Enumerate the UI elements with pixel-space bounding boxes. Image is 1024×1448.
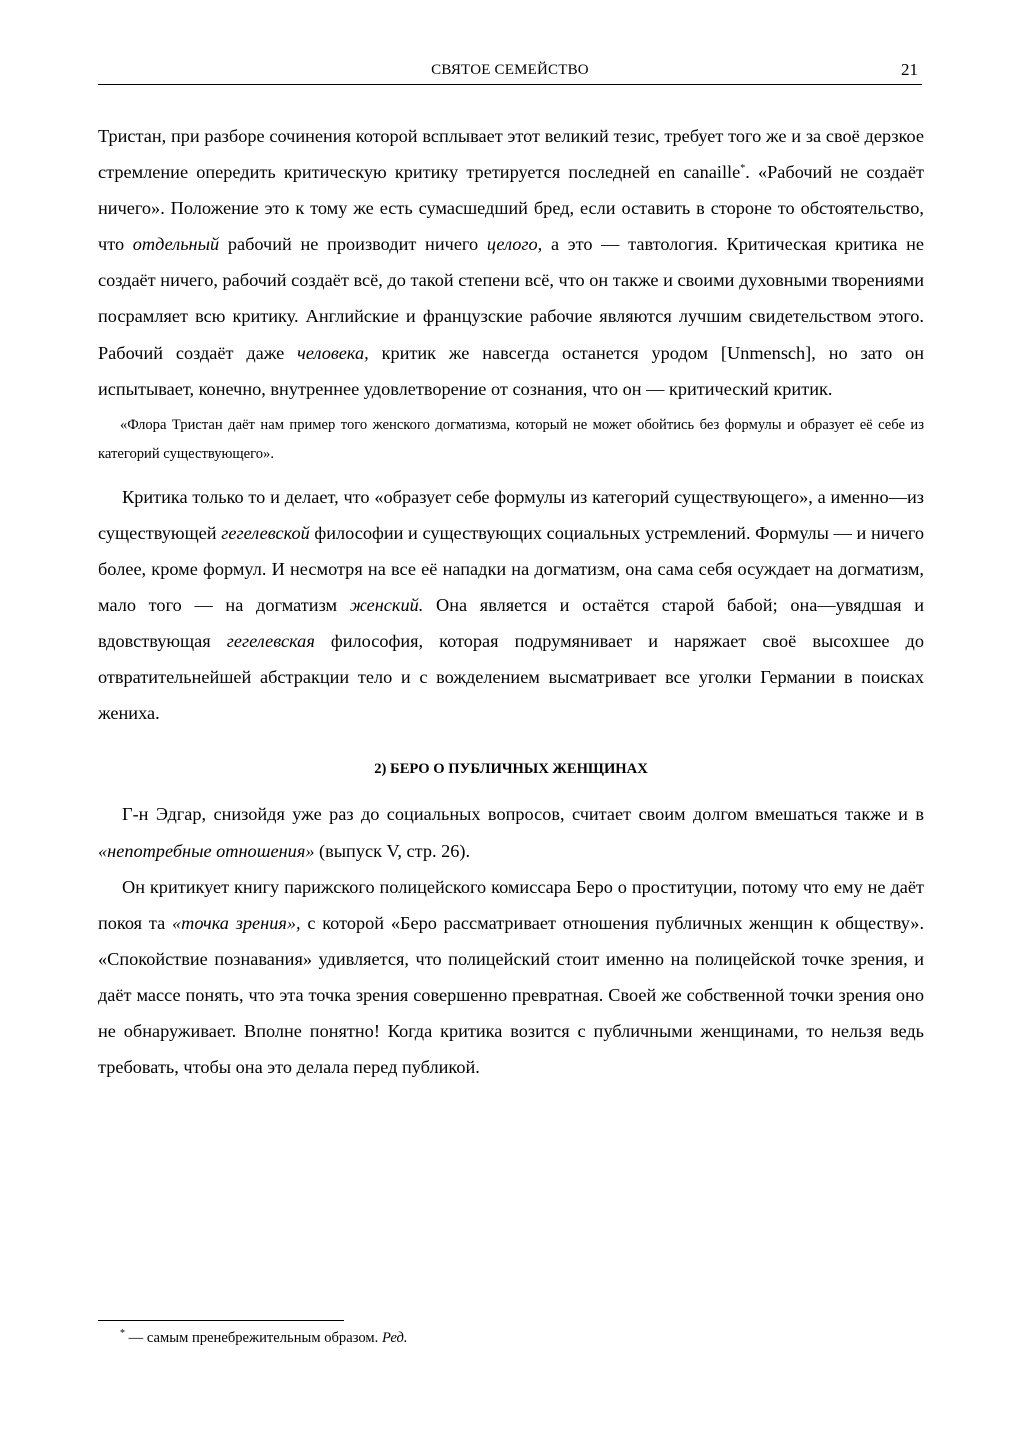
italic-term: «точка зрения»,: [171, 912, 301, 933]
section-heading: 2) БЕРО О ПУБЛИЧНЫХ ЖЕНЩИНАХ: [374, 761, 648, 778]
italic-term: человека,: [297, 342, 369, 363]
page-number: 21: [901, 60, 918, 79]
footnote-marker: *: [740, 163, 746, 174]
text-run: Г-н Эдгар, снизойдя уже раз до социальных вопросов, считает своим долгом вмешаться также и в: [122, 804, 924, 825]
paragraph-2: [98, 479, 924, 732]
text-run: рабочий не производит ничего: [219, 234, 487, 255]
text-run: Тристан, при разборе сочинения которой всплывает этот великий тезис, требует того же и за своё дерзкое стремление опередить критическую критику третируется последней en canaille: [98, 126, 924, 183]
italic-term: гегелевская: [226, 631, 315, 652]
italic-term: женский.: [349, 595, 424, 616]
text-run: . «Рабочий не создаёт ничего». Положение это к тому же есть сумасшедший бред, если оставить в стороне то обстоятельство, что: [98, 162, 924, 255]
text-run: Критика только то и делает, что «образует себе формулы из категорий существующего», а именно—из существующей: [98, 486, 924, 543]
italic-term: отдельный: [132, 234, 220, 255]
footnote-mark: *: [120, 1328, 125, 1340]
running-header: [98, 60, 922, 85]
text-run: с которой «Беро рассматривает отношения публичных женщин к обществу». «Спокойствие познавания» удивляется, что полицейский стоит именно на полицейской точке зрения, и даёт массе понять, что эта точка зрения совершенно превратная. Своей же собственной точки зрения оно не обнаруживает. Вполне понятно! Когда критика возится с публичными женщинами, то нельзя ведь требовать, чтобы она это делала перед публикой.: [98, 912, 925, 1078]
footnote: [120, 1330, 407, 1347]
italic-term: «непотребные отношения»: [98, 840, 315, 861]
text-run: философии и существующих социальных устремлений. Формулы — и ничего более, кроме формул. И несмотря на все её нападки на догматизм, она сама себя осуждает на догматизм, мало того — на догматизм: [98, 522, 925, 616]
text-run: (выпуск V, стр. 26).: [314, 840, 471, 861]
text-run: критик же навсегда останется уродом [Unmensch], но зато он испытывает, конечно, внутреннее удовлетворение от сознания, что он — критический критик.: [98, 342, 924, 399]
text-run: а это — тавтология. Критическая критика не создаёт ничего, рабочий создаёт всё, до такой степени всё, что он также и своими духовными творениями посрамляет всю критику. Английские и французские рабочие являются лучшим свидетельством этого. Рабочий создаёт даже: [98, 234, 924, 363]
text-run: Она является и остаётся старой бабой; она—увядшая и вдовствующая: [98, 595, 925, 652]
text-run: Он критикует книгу парижского полицейского комиссара Беро о проституции, потому что ему не даёт покоя та: [98, 876, 924, 933]
paragraph-4: [98, 869, 924, 1086]
main-text: [98, 118, 924, 1085]
running-title: СВЯТОЕ СЕМЕЙСТВО: [431, 62, 589, 78]
footnote-divider: [98, 1320, 344, 1321]
paragraph-1: [98, 118, 924, 407]
footnote-editor: Ред.: [381, 1330, 408, 1346]
italic-term: целого,: [486, 234, 543, 255]
block-quote: «Флора Тристан даёт нам пример того женского догматизма, который не может обойтись без формулы и образует её себе из категорий существующего».: [98, 416, 924, 462]
footnote-text: — самым пренебрежительным образом.: [125, 1330, 382, 1346]
italic-term: гегелевской: [221, 522, 310, 543]
text-run: философия, которая подрумянивает и наряжает своё высохшее до отвратительнейшей абстракции тело и с вожделением высматривает все уголки Германии в поисках жениха.: [98, 631, 924, 724]
paragraph-3: [98, 796, 924, 868]
